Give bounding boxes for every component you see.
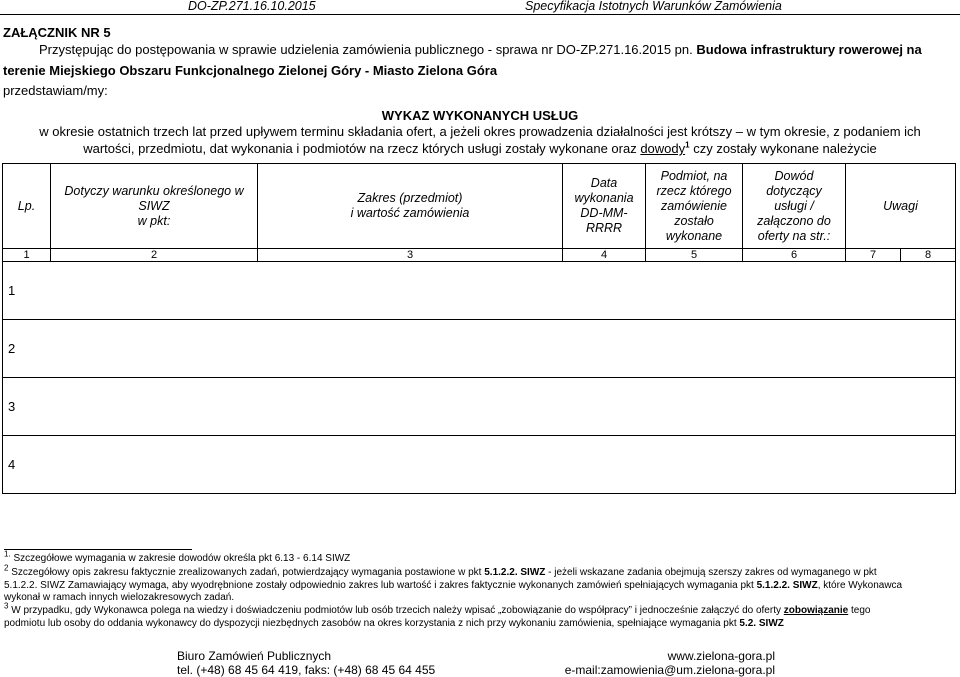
footnote-2-text: Szczegółowy opis zakresu faktycznie zrealizowanych zadań, potwierdzający wymagania postawione w pkt — [11, 567, 485, 578]
project-name-part-2: terenie Miejskiego Obszaru Funkcjonalnego Zielonej Góry - Miasto Zielona Góra — [3, 63, 498, 78]
header-line: Dowód — [774, 168, 814, 183]
footer-contact-right — [564, 649, 775, 677]
header-line: Uwagi — [883, 198, 918, 213]
header-line: załączono do — [757, 213, 831, 228]
header-line: dotyczący — [766, 183, 822, 198]
column-number: 7 — [846, 249, 901, 262]
footer-email[interactable]: e-mail:zamowienia@um.zielona-gora.pl — [564, 663, 775, 677]
header-line: oferty na str.: — [757, 228, 831, 243]
header-line: DD-MM- — [580, 206, 628, 220]
case-reference: DO-ZP.271.16.10.2015 — [188, 0, 316, 13]
header-divider — [0, 14, 960, 15]
footnote-3-text-b: tego — [848, 605, 871, 616]
header-line: usługi / — [774, 198, 814, 213]
header-line: Dotyczy warunku określonego w SIWZ — [64, 183, 244, 213]
footnote-2-ref: 5.1.2.2. SIWZ — [484, 567, 546, 578]
declaration-label: przedstawiam/my: — [3, 83, 108, 98]
row-number: 4 — [3, 436, 956, 494]
footer-website[interactable]: www.zielona-gora.pl — [667, 649, 775, 663]
footnote-2-mark: 2 — [4, 563, 9, 573]
row-number: 1 — [3, 262, 956, 320]
column-number: 8 — [901, 249, 956, 262]
table-row — [3, 436, 956, 494]
row-number: 3 — [3, 378, 956, 436]
footer-phone: tel. (+48) 68 45 64 419, faks: (+48) 68 45 64 455 — [177, 663, 436, 677]
column-number-row — [3, 249, 956, 262]
column-number: 4 — [563, 249, 646, 262]
footnote-3-ref: 5.2. SIWZ — [739, 617, 784, 629]
header-line: Zakres (przedmiot) — [357, 191, 463, 205]
period-description — [30, 123, 930, 157]
column-number: 1 — [3, 249, 51, 262]
footer-contact-left — [177, 649, 435, 677]
page-header — [0, 0, 960, 13]
header-remarks — [846, 164, 956, 249]
header-line: Lp. — [17, 198, 36, 213]
header-line: wykonania — [574, 191, 634, 205]
table-header-row — [3, 164, 956, 249]
period-text-end: czy zostały wykonane należycie — [689, 141, 877, 156]
column-number: 3 — [258, 249, 563, 262]
document-title: Specyfikacja Istotnych Warunków Zamówienia — [525, 0, 782, 13]
header-condition — [51, 164, 258, 249]
header-lp — [3, 164, 51, 249]
intro-line-1 — [3, 39, 958, 60]
footnote-1-mark: 1. — [4, 549, 11, 559]
intro-text — [3, 39, 958, 81]
footnote-2 — [4, 563, 954, 605]
header-line: i wartość zamówienia — [350, 206, 470, 220]
header-line: zostało — [674, 213, 714, 228]
intro-line-1-text: Przystępując do postępowania w sprawie udzielenia zamówienia publicznego - sprawa nr DO-ZP.271.16.2015 pn. — [39, 42, 697, 57]
header-line: RRRR — [585, 221, 623, 235]
footnote-2-text-c: 5.1.2.2. SIWZ Zamawiający wymaga, aby wyodrębnione zostały odpowiednio zakres lub wartość i zakres faktycznie wykonanych zamówień spełniających wymagania pkt — [4, 579, 757, 591]
table-row — [3, 262, 956, 320]
footnote-3-text-c: podmiotu lub osoby do oddania wykonawcy do dyspozycji niezbędnych zasobów na okres korzystania z nich przy wykonaniu zamówienia, spełniające wymagania pkt — [4, 617, 740, 629]
header-line: Podmiot, na — [660, 168, 728, 183]
header-completion-date — [563, 164, 646, 249]
header-line: Data — [590, 176, 618, 190]
header-line: zamówienie — [660, 198, 727, 213]
footnote-3-mark: 3 — [4, 601, 9, 611]
footnote-3-commitment: zobowiązanie — [783, 605, 849, 616]
footnote-1 — [4, 549, 954, 566]
section-title: WYKAZ WYKONANYCH USŁUG — [381, 108, 579, 123]
column-number: 5 — [646, 249, 743, 262]
header-evidence — [743, 164, 846, 249]
header-client — [646, 164, 743, 249]
footnote-3-text: W przypadku, gdy Wykonawca polega na wiedzy i doświadczeniu podmiotów lub osób trzecich należy wpisać „zobowiązanie do współpracy” i jednocześnie załączyć do oferty — [11, 605, 784, 616]
footnote-2-ref-b: 5.1.2.2. SIWZ — [756, 579, 818, 591]
header-line: w pkt: — [137, 213, 171, 228]
footnote-1-text: Szczegółowe wymagania w zakresie dowodów określa pkt 6.13 - 6.14 SIWZ — [13, 553, 351, 564]
annex-label: ZAŁĄCZNIK NR 5 — [3, 25, 111, 40]
column-number: 2 — [51, 249, 258, 262]
table-row — [3, 378, 956, 436]
footnote-2-text-b: - jeżeli wskazane zadania obejmują szerszy zakres od wymaganego w pkt — [545, 567, 877, 578]
footer-office: Biuro Zamówień Publicznych — [177, 649, 332, 663]
row-number: 2 — [3, 320, 956, 378]
footnote-3 — [4, 601, 954, 630]
column-number: 6 — [743, 249, 846, 262]
header-line: rzecz którego — [656, 183, 732, 198]
project-name-part-1: Budowa infrastruktury rowerowej na — [696, 42, 922, 57]
header-line: wykonane — [665, 228, 723, 243]
footnote-ref-1: 1 — [685, 140, 690, 150]
footnote-2-text-e: wykonał w ramach innych wielozakresowych zadań. — [4, 592, 235, 603]
footnote-divider — [4, 549, 192, 550]
footnote-2-text-d: , które Wykonawca — [817, 579, 903, 591]
services-table — [2, 163, 956, 494]
table-row — [3, 320, 956, 378]
evidence-word: dowody — [640, 141, 686, 156]
header-scope-value — [258, 164, 563, 249]
period-text: w okresie ostatnich trzech lat przed upływem terminu składania ofert, a jeżeli okres prowadzenia działalności jest krótszy – w tym okresie, z podaniem ich wartości, przedmiotu, dat wykonania i podmiotów na rzecz których usługi zostały wykonane oraz — [39, 124, 921, 156]
